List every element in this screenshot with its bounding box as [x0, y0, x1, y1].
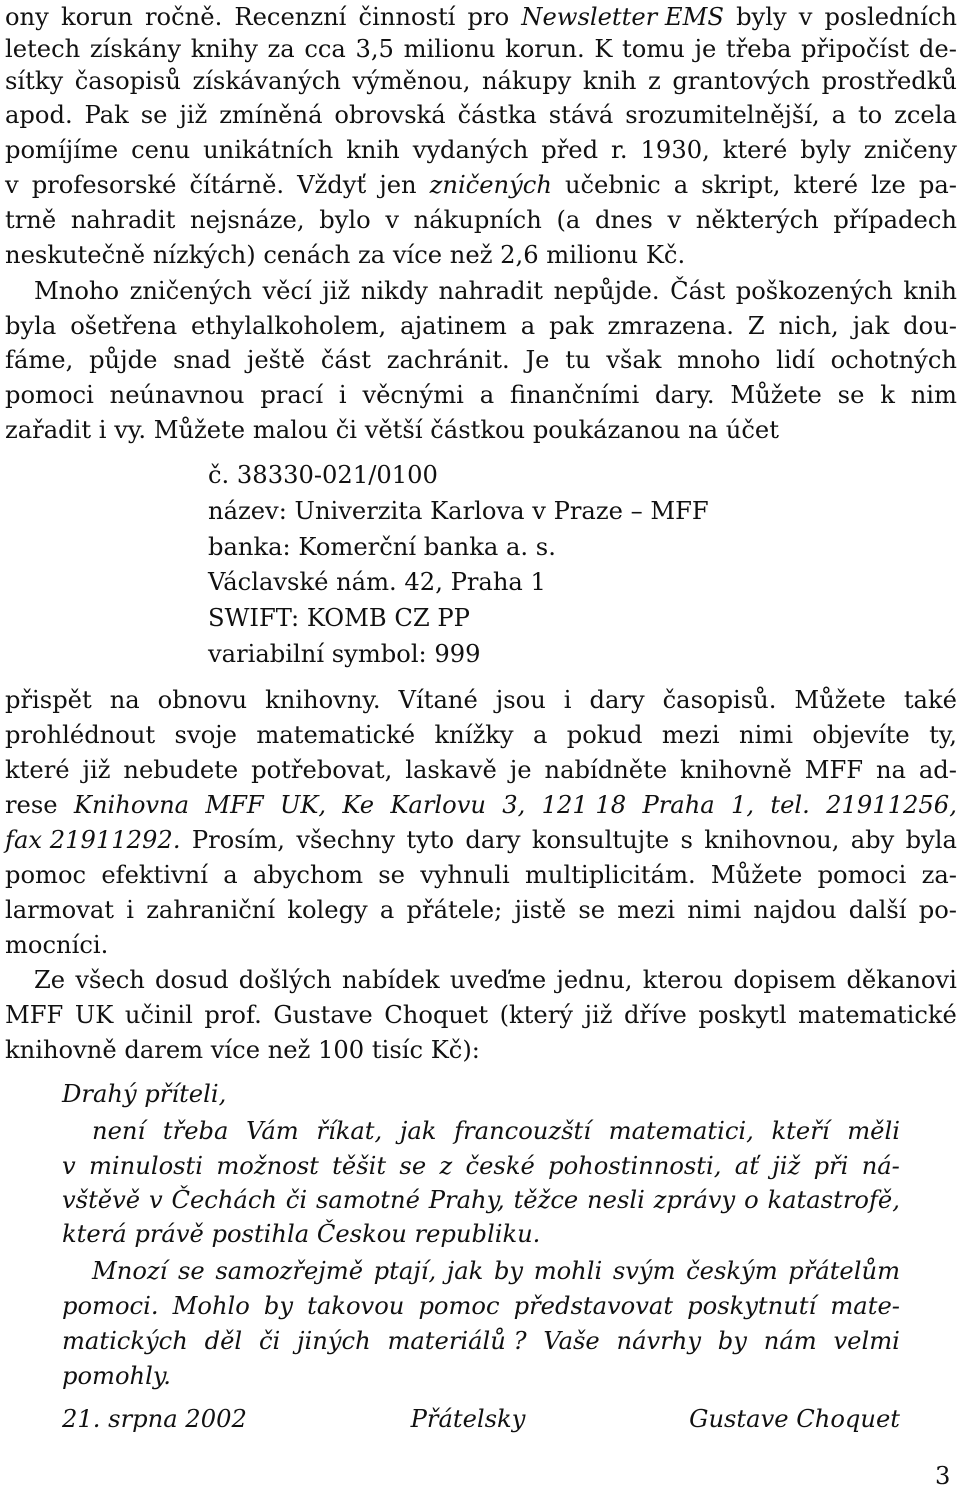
text-line: pomoci neúnavnou prací i věcnými a finančními dary. Můžete se k nim [5, 381, 957, 409]
text-line: přispět na obnovu knihovny. Vítané jsou i dary časopisů. Můžete také [5, 686, 957, 714]
text-line: mocníci. [5, 931, 109, 959]
text-line: MFF UK učinil prof. Gustave Choquet (který již dříve poskytl matematické [5, 1001, 957, 1029]
text-line: matických děl či jiných materiálů ? Vaše návrhy by nám velmi [62, 1327, 900, 1355]
text-line: prohlédnout svoje matematické knížky a pokud mezi nimi objevíte ty, [5, 721, 957, 749]
text-line: fax 21911292. Prosím, všechny tyto dary konsultujte s knihovnou, aby byla [5, 826, 957, 854]
letter-salutation: Drahý příteli, [62, 1080, 227, 1108]
swift-code: SWIFT: KOMB CZ PP [208, 604, 470, 632]
text-line: pomohly. [62, 1362, 171, 1390]
text-line: letech získány knihy za cca 3,5 milionu korun. K tomu je třeba připočíst de- [5, 35, 957, 63]
letter-date: 21. srpna 2002 [62, 1405, 247, 1433]
account-number: č. 38330-021/0100 [208, 461, 438, 489]
text-line: byla ošetřena ethylalkoholem, ajatinem a pak zmrazena. Z nich, jak dou- [5, 312, 957, 340]
text-line: neskutečně nízkých) cenách za více než 2,6 milionu Kč. [5, 241, 686, 269]
text-line: není třeba Vám říkat, jak francouzští matematici, kteří měli [92, 1117, 900, 1145]
text-line: zařadit i vy. Můžete malou či větší částkou poukázanou na účet [5, 416, 779, 444]
bank-name: banka: Komerční banka a. s. [208, 533, 556, 561]
letter-signature: Gustave Choquet [689, 1405, 900, 1433]
text-line: fáme, půjde snad ještě část zachránit. Je tu však mnoho lidí ochotných [5, 346, 957, 374]
text-line: larmovat i zahraniční kolegy a přátele; jistě se mezi nimi najdou další po- [5, 896, 957, 924]
text-line: sítky časopisů získávaných výměnou, nákupy knih z grantových prostředků [5, 67, 957, 95]
variable-symbol: variabilní symbol: 999 [208, 640, 481, 668]
letter-closing [62, 1402, 900, 1436]
text-line: pomoci. Mohlo by takovou pomoc představovat poskytnutí mate- [62, 1292, 900, 1320]
text-line: knihovně darem více než 100 tisíc Kč): [5, 1036, 480, 1064]
bank-address: Václavské nám. 42, Praha 1 [208, 568, 546, 596]
text-line: apod. Pak se již zmíněná obrovská částka stává srozumitelnější, a to zcela [5, 101, 957, 129]
letter-valediction: Přátelsky [410, 1405, 526, 1433]
text-line: pomoc efektivní a abychom se vyhnuli multiplicitám. Můžete pomoci za- [5, 861, 957, 889]
text-line: Ze všech dosud došlých nabídek uveďme jednu, kterou dopisem děkanovi [34, 966, 957, 994]
page-number: 3 [935, 1462, 951, 1490]
text-line: která právě postihla Českou republiku. [62, 1220, 541, 1248]
text-line: v minulosti možnost těšit se z české pohostinnosti, ať již při ná- [62, 1152, 900, 1180]
text-line: pomíjíme cenu unikátních knih vydaných před r. 1930, které byly zničeny [5, 136, 957, 164]
text-line: trně nahradit nejsnáze, bylo v nákupních (a dnes v některých případech [5, 206, 957, 234]
library-address-line: rese Knihovna MFF UK, Ke Karlovu 3, 121 18 Praha 1, tel. 21911256, [5, 791, 957, 819]
account-name: název: Univerzita Karlova v Praze – MFF [208, 497, 709, 525]
text-line: Mnoho zničených věcí již nikdy nahradit nepůjde. Část poškozených knih [34, 277, 957, 305]
text-line: v profesorské čítárně. Vždyť jen zničených učebnic a skript, které lze pa- [5, 171, 957, 199]
text-line: které již nebudete potřebovat, laskavě je nabídněte knihovně MFF na ad- [5, 756, 957, 784]
text-line: ony korun ročně. Recenzní činností pro Newsletter EMS byly v posledních [5, 3, 957, 31]
text-line: vštěvě v Čechách či samotné Prahy, těžce nesli zprávy o katastrofě, [62, 1186, 900, 1214]
text-line: Mnozí se samozřejmě ptají, jak by mohli svým českým přátelům [92, 1257, 900, 1285]
